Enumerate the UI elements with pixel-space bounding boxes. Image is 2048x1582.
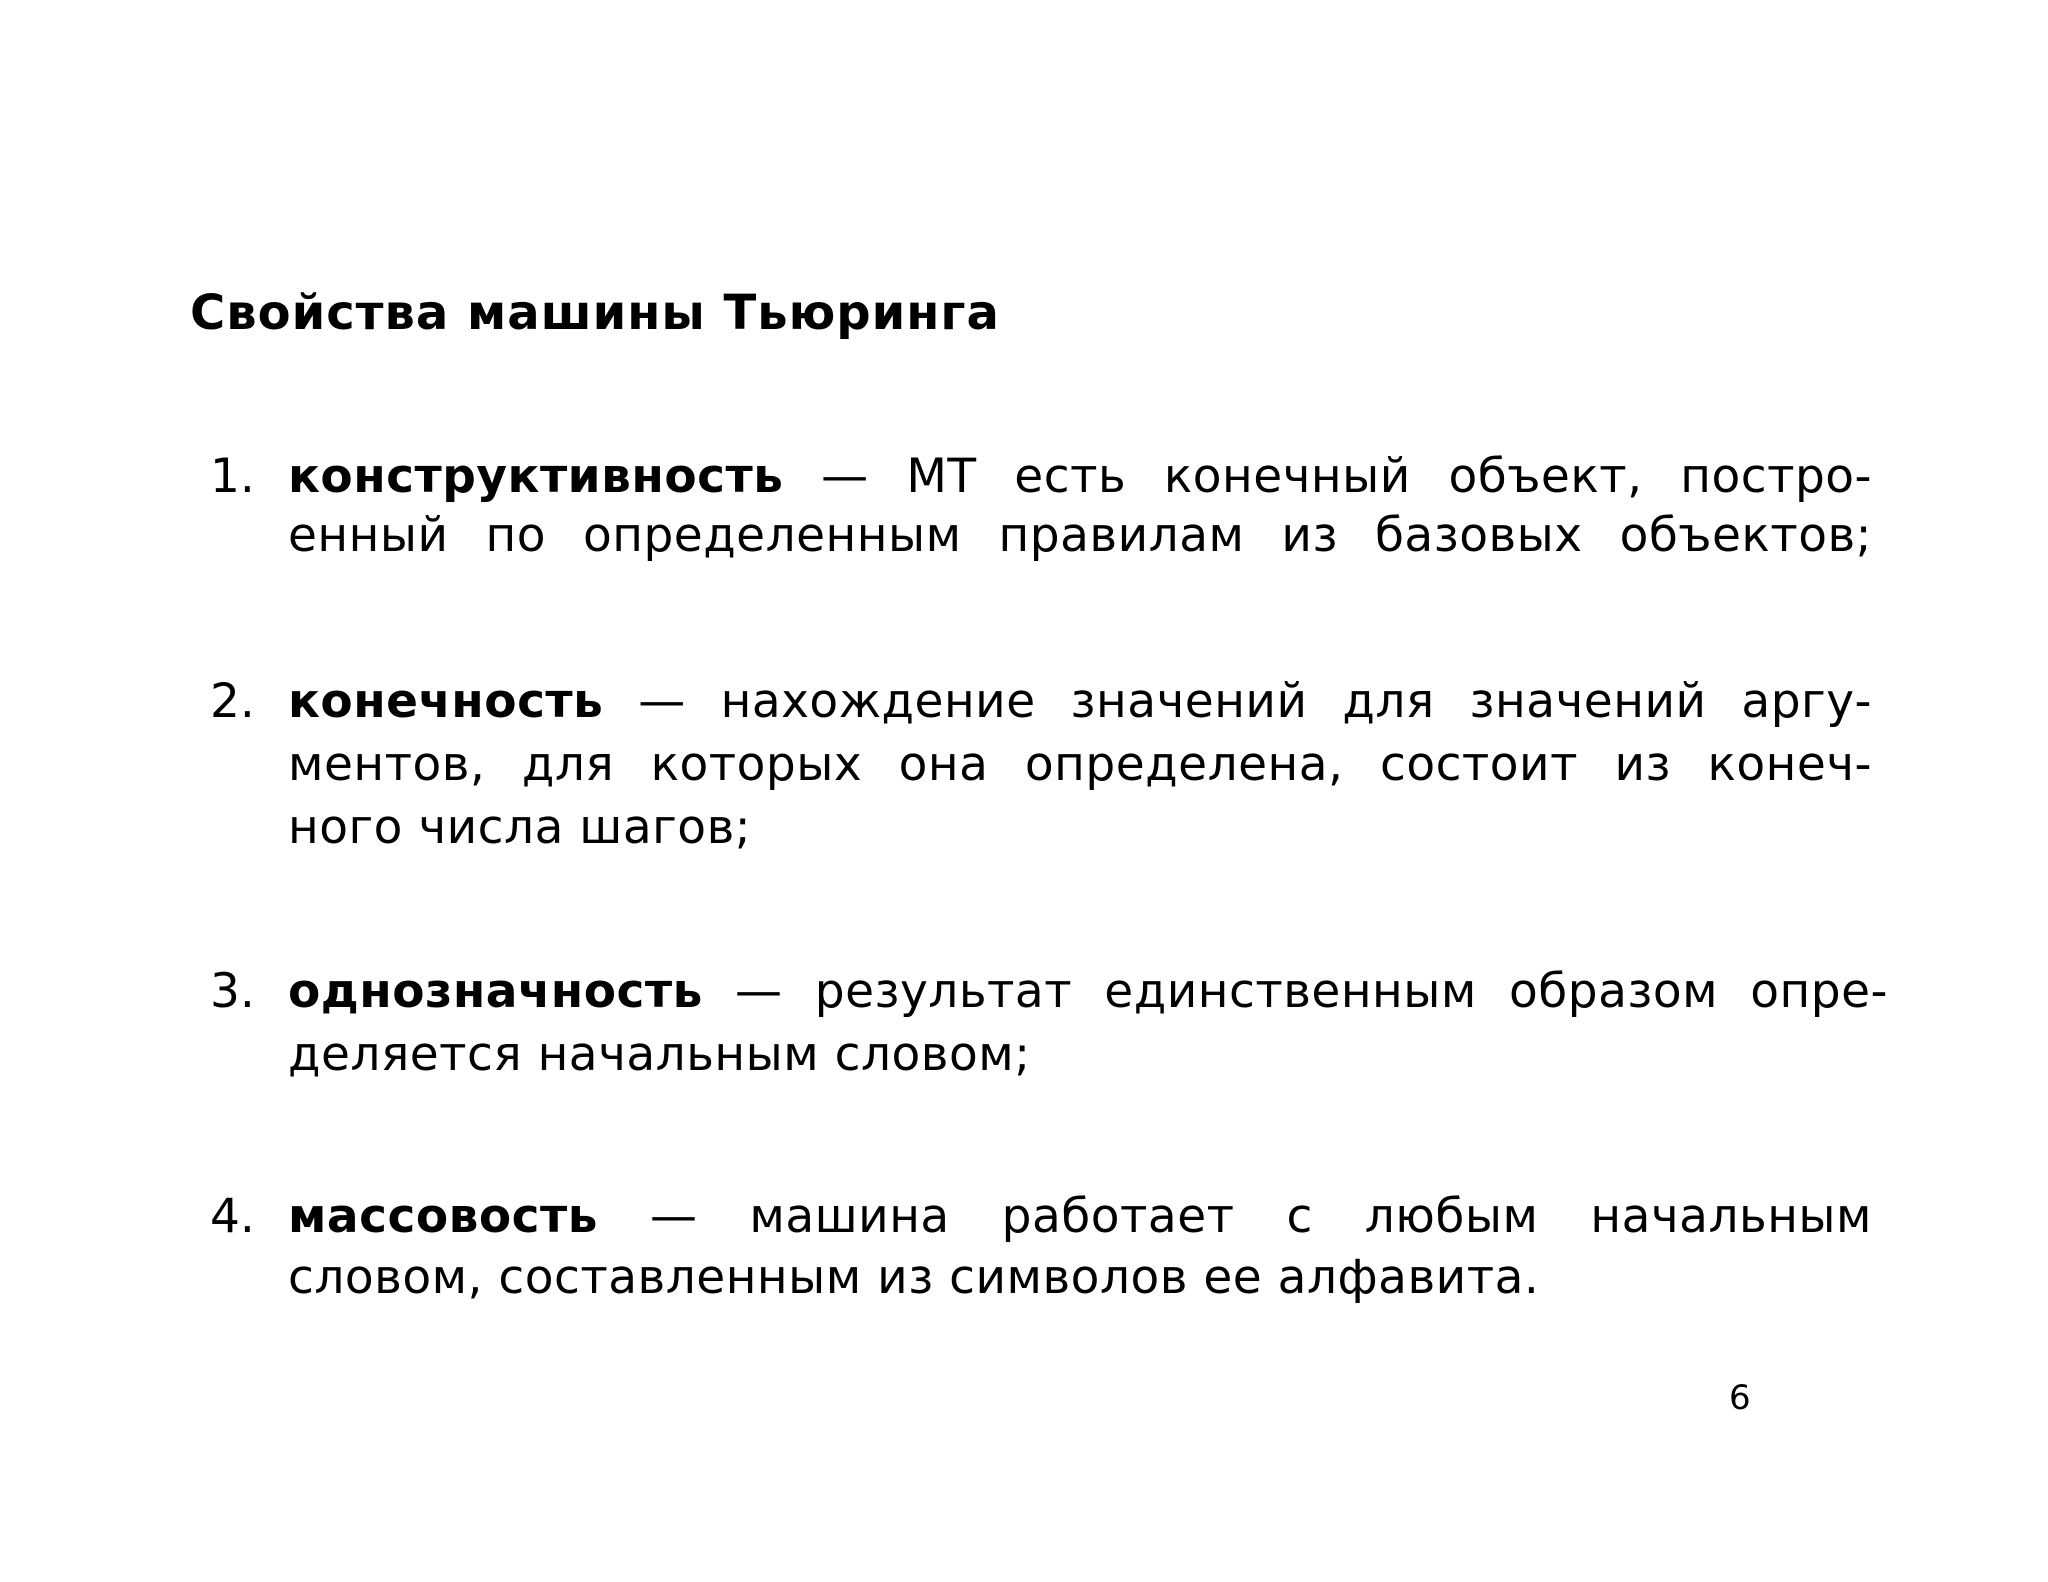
item-text: деляется начальным словом;	[288, 1027, 1031, 1082]
item-text: — машина работает с любым начальным	[598, 1189, 1872, 1244]
item-number: 3.	[210, 964, 255, 1019]
item-line	[288, 1185, 1872, 1249]
item-line	[288, 1246, 1872, 1310]
item-text: — нахождение значений для значений аргу-	[603, 674, 1872, 729]
item-line	[288, 445, 1872, 509]
item-line	[288, 504, 1872, 568]
slide-title: Свойства машины Тьюринга	[190, 285, 1000, 341]
item-line	[288, 1023, 1872, 1087]
item-number: 2.	[210, 674, 255, 729]
item-term: конечность	[288, 674, 604, 729]
item-term: конструктивность	[288, 449, 784, 504]
page-number: 6	[1729, 1378, 1751, 1418]
item-term: однозначность	[288, 964, 703, 1019]
item-text: ментов, для которых она определена, состоит из конеч-	[288, 737, 1872, 792]
item-line	[288, 733, 1872, 797]
item-line	[288, 960, 1888, 1024]
item-line	[288, 670, 1872, 734]
item-number: 4.	[210, 1189, 255, 1244]
item-line	[288, 796, 1872, 860]
item-term: массовость	[288, 1189, 598, 1244]
item-text: ного числа шагов;	[288, 800, 752, 855]
item-text: — МТ есть конечный объект, постро-	[783, 449, 1872, 504]
item-text: — результат единственным образом опре-	[702, 964, 1888, 1019]
item-text: енный по определенным правилам из базовых объектов;	[288, 508, 1872, 563]
item-number: 1.	[210, 449, 255, 504]
item-text: словом, составленным из символов ее алфавита.	[288, 1250, 1540, 1305]
